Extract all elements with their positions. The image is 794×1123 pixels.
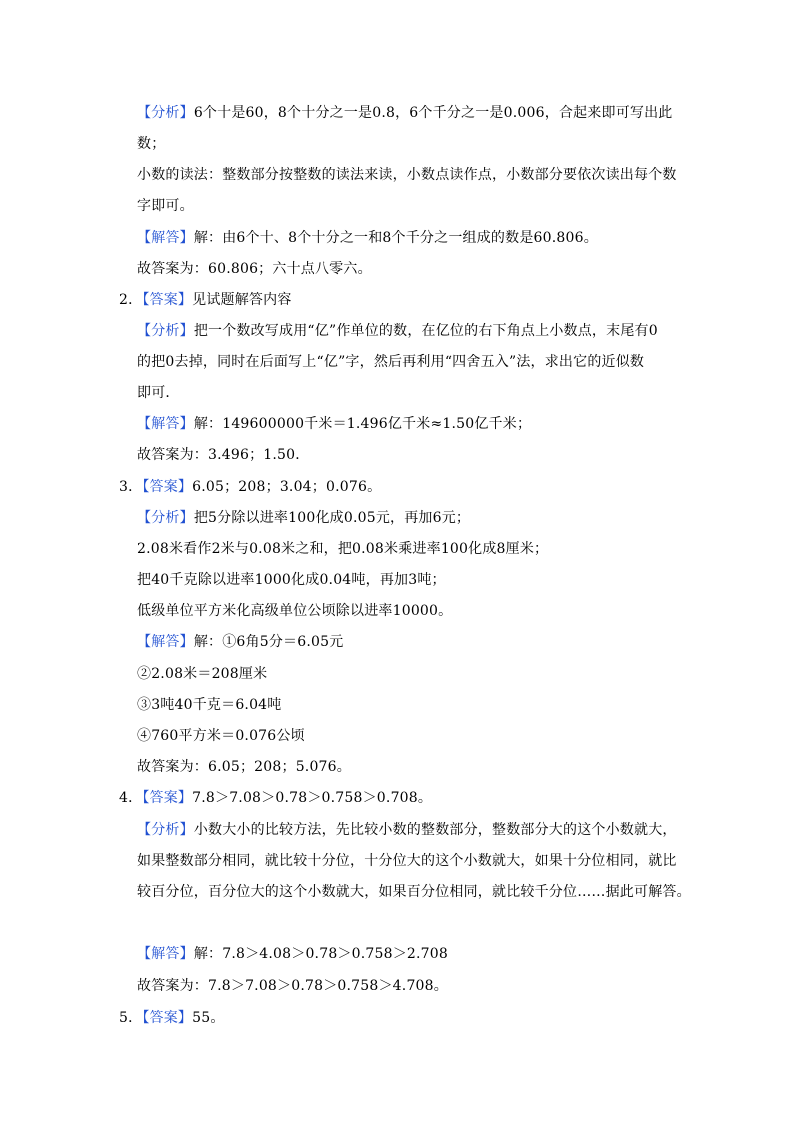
q3-number: 3． bbox=[119, 479, 143, 495]
q2-answer-text: 见试题解答内容 bbox=[192, 292, 292, 308]
solution-tag: 【解答】 bbox=[137, 946, 194, 962]
q3-final-answer: 故答案为：6.05；208；5.076。 bbox=[137, 759, 351, 775]
q4-analysis-line-2: 如果整数部分相同，就比较十分位，十分位大的这个小数就大，如果十分位相同，就比 bbox=[137, 853, 677, 869]
solution-tag: 【解答】 bbox=[137, 634, 194, 650]
answer-tag: 【答案】 bbox=[142, 292, 193, 308]
q4-analysis-line-3: 较百分位，百分位大的这个小数就大，如果百分位相同，就比较千分位……据此可解答。 bbox=[137, 884, 691, 900]
analysis-tag: 【分析】 bbox=[137, 105, 194, 121]
q4-number: 4． bbox=[119, 790, 143, 806]
q4-analysis-text-1: 小数大小的比较方法，先比较小数的整数部分，整数部分大的这个小数就大， bbox=[193, 822, 677, 838]
q1-reading-line-1: 小数的读法：整数部分按整数的读法来读，小数点读作点，小数部分要依次读出每个数 bbox=[137, 167, 677, 183]
q4-answer-text: 7.8＞7.08＞0.78＞0.758＞0.708。 bbox=[192, 790, 433, 806]
q4-final-answer: 故答案为：7.8＞7.08＞0.78＞0.758＞4.708。 bbox=[137, 978, 448, 994]
q4-solution-line bbox=[137, 944, 448, 964]
q2-final-answer: 故答案为：3.496；1.50． bbox=[137, 447, 310, 463]
q2-analysis-line-2: 的把0去掉，同时在后面写上“亿”字，然后再利用“四舍五入”法，求出它的近似数 bbox=[137, 354, 645, 370]
q2-analysis-line-3: 即可． bbox=[137, 385, 180, 401]
q2-solution-line bbox=[137, 414, 531, 434]
q3-analysis-text-1: 把5分除以进率100化成0.05元，再加6元； bbox=[193, 510, 471, 526]
q1-analysis-text-1: 6个十是60，8个十分之一是0.8，6个千分之一是0.006，合起来即可写出此 bbox=[193, 105, 673, 121]
q3-solution-line-1 bbox=[137, 632, 343, 652]
q3-analysis-line-1 bbox=[137, 508, 470, 528]
analysis-tag: 【分析】 bbox=[137, 822, 194, 838]
solution-tag: 【解答】 bbox=[137, 230, 194, 246]
q2-analysis-line-1 bbox=[137, 321, 658, 341]
q5-number: 5． bbox=[119, 1010, 143, 1026]
q4-solution-text: 解：7.8＞4.08＞0.78＞0.758＞2.708 bbox=[193, 946, 448, 962]
q5-answer-text: 55。 bbox=[192, 1010, 225, 1026]
answer-tag: 【答案】 bbox=[142, 790, 193, 806]
q1-solution-text: 解：由6个十、8个十分之一和8个千分之一组成的数是60.806。 bbox=[193, 230, 598, 246]
analysis-tag: 【分析】 bbox=[137, 510, 194, 526]
q3-analysis-line-3: 把40千克除以进率1000化成0.04吨，再加3吨； bbox=[137, 572, 446, 588]
q3-solution-text-1: 解：①6角5分＝6.05元 bbox=[193, 634, 344, 650]
q2-analysis-text-1: 把一个数改写成用“亿”作单位的数，在亿位的右下角点上小数点，末尾有0 bbox=[193, 323, 658, 339]
q3-solution-line-4: ④760平方米＝0.076公顷 bbox=[137, 728, 305, 744]
q4-answer-line bbox=[119, 788, 432, 808]
analysis-tag: 【分析】 bbox=[137, 323, 194, 339]
q3-solution-line-2: ②2.08米＝208厘米 bbox=[137, 666, 268, 682]
answer-tag: 【答案】 bbox=[142, 479, 193, 495]
q4-analysis-line-1 bbox=[137, 820, 677, 840]
q2-answer-line bbox=[119, 290, 292, 310]
answer-tag: 【答案】 bbox=[142, 1010, 193, 1026]
q5-answer-line bbox=[119, 1008, 225, 1028]
solution-tag: 【解答】 bbox=[137, 416, 194, 432]
q3-answer-text: 6.05；208；3.04；0.076。 bbox=[192, 479, 382, 495]
q3-solution-line-3: ③3吨40千克＝6.04吨 bbox=[137, 697, 282, 713]
q1-final-answer: 故答案为：60.806；六十点八零六。 bbox=[137, 261, 372, 277]
q3-analysis-line-2: 2.08米看作2米与0.08米之和，把0.08米乘进率100化成8厘米； bbox=[137, 541, 549, 557]
q1-analysis-line-2: 数； bbox=[137, 136, 166, 152]
q1-analysis-line-1 bbox=[137, 103, 673, 123]
q3-analysis-line-4: 低级单位平方米化高级单位公顷除以进率10000。 bbox=[137, 603, 453, 619]
q1-reading-line-2: 字即可。 bbox=[137, 198, 194, 214]
q1-solution-line bbox=[137, 228, 598, 248]
q3-answer-line bbox=[119, 477, 381, 497]
q2-solution-text: 解：149600000千米＝1.496亿千米≈1.50亿千米； bbox=[193, 416, 532, 432]
q2-number: 2． bbox=[119, 292, 143, 308]
